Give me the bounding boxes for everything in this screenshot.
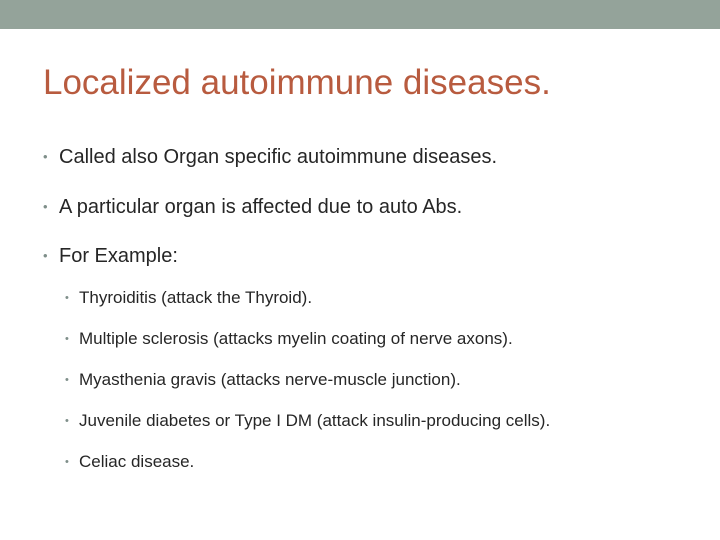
sub-bullet-item [65,411,551,431]
bullet-dot-icon: • [65,456,69,468]
bullet-dot-icon: • [65,374,69,386]
sub-bullet-text: Juvenile diabetes or Type I DM (attack insulin-producing cells). [79,411,551,430]
bullet-dot-icon: • [65,333,69,345]
bullet-item [43,145,497,169]
bullet-dot-icon: • [65,292,69,304]
bullet-dot-icon: • [43,149,48,164]
bullet-text: Called also Organ specific autoimmune diseases. [59,146,497,168]
bullet-item [43,195,463,219]
sub-bullet-text: Myasthenia gravis (attacks nerve-muscle junction). [79,370,461,389]
bullet-text: A particular organ is affected due to auto Abs. [59,196,463,218]
sub-bullet-item [65,452,195,472]
slide-title: Localized autoimmune diseases. [43,63,551,102]
sub-bullet-text: Thyroiditis (attack the Thyroid). [79,288,313,307]
bullet-dot-icon: • [43,199,48,214]
sub-bullet-item [65,370,461,390]
bullet-dot-icon: • [65,415,69,427]
sub-bullet-text: Multiple sclerosis (attacks myelin coating of nerve axons). [79,329,513,348]
sub-bullet-item [65,288,313,308]
bullet-dot-icon: • [43,248,48,263]
bullet-text: For Example: [59,245,178,267]
sub-bullet-item [65,329,513,349]
bullet-item [43,244,178,268]
top-accent-bar [0,0,720,29]
sub-bullet-text: Celiac disease. [79,452,195,471]
